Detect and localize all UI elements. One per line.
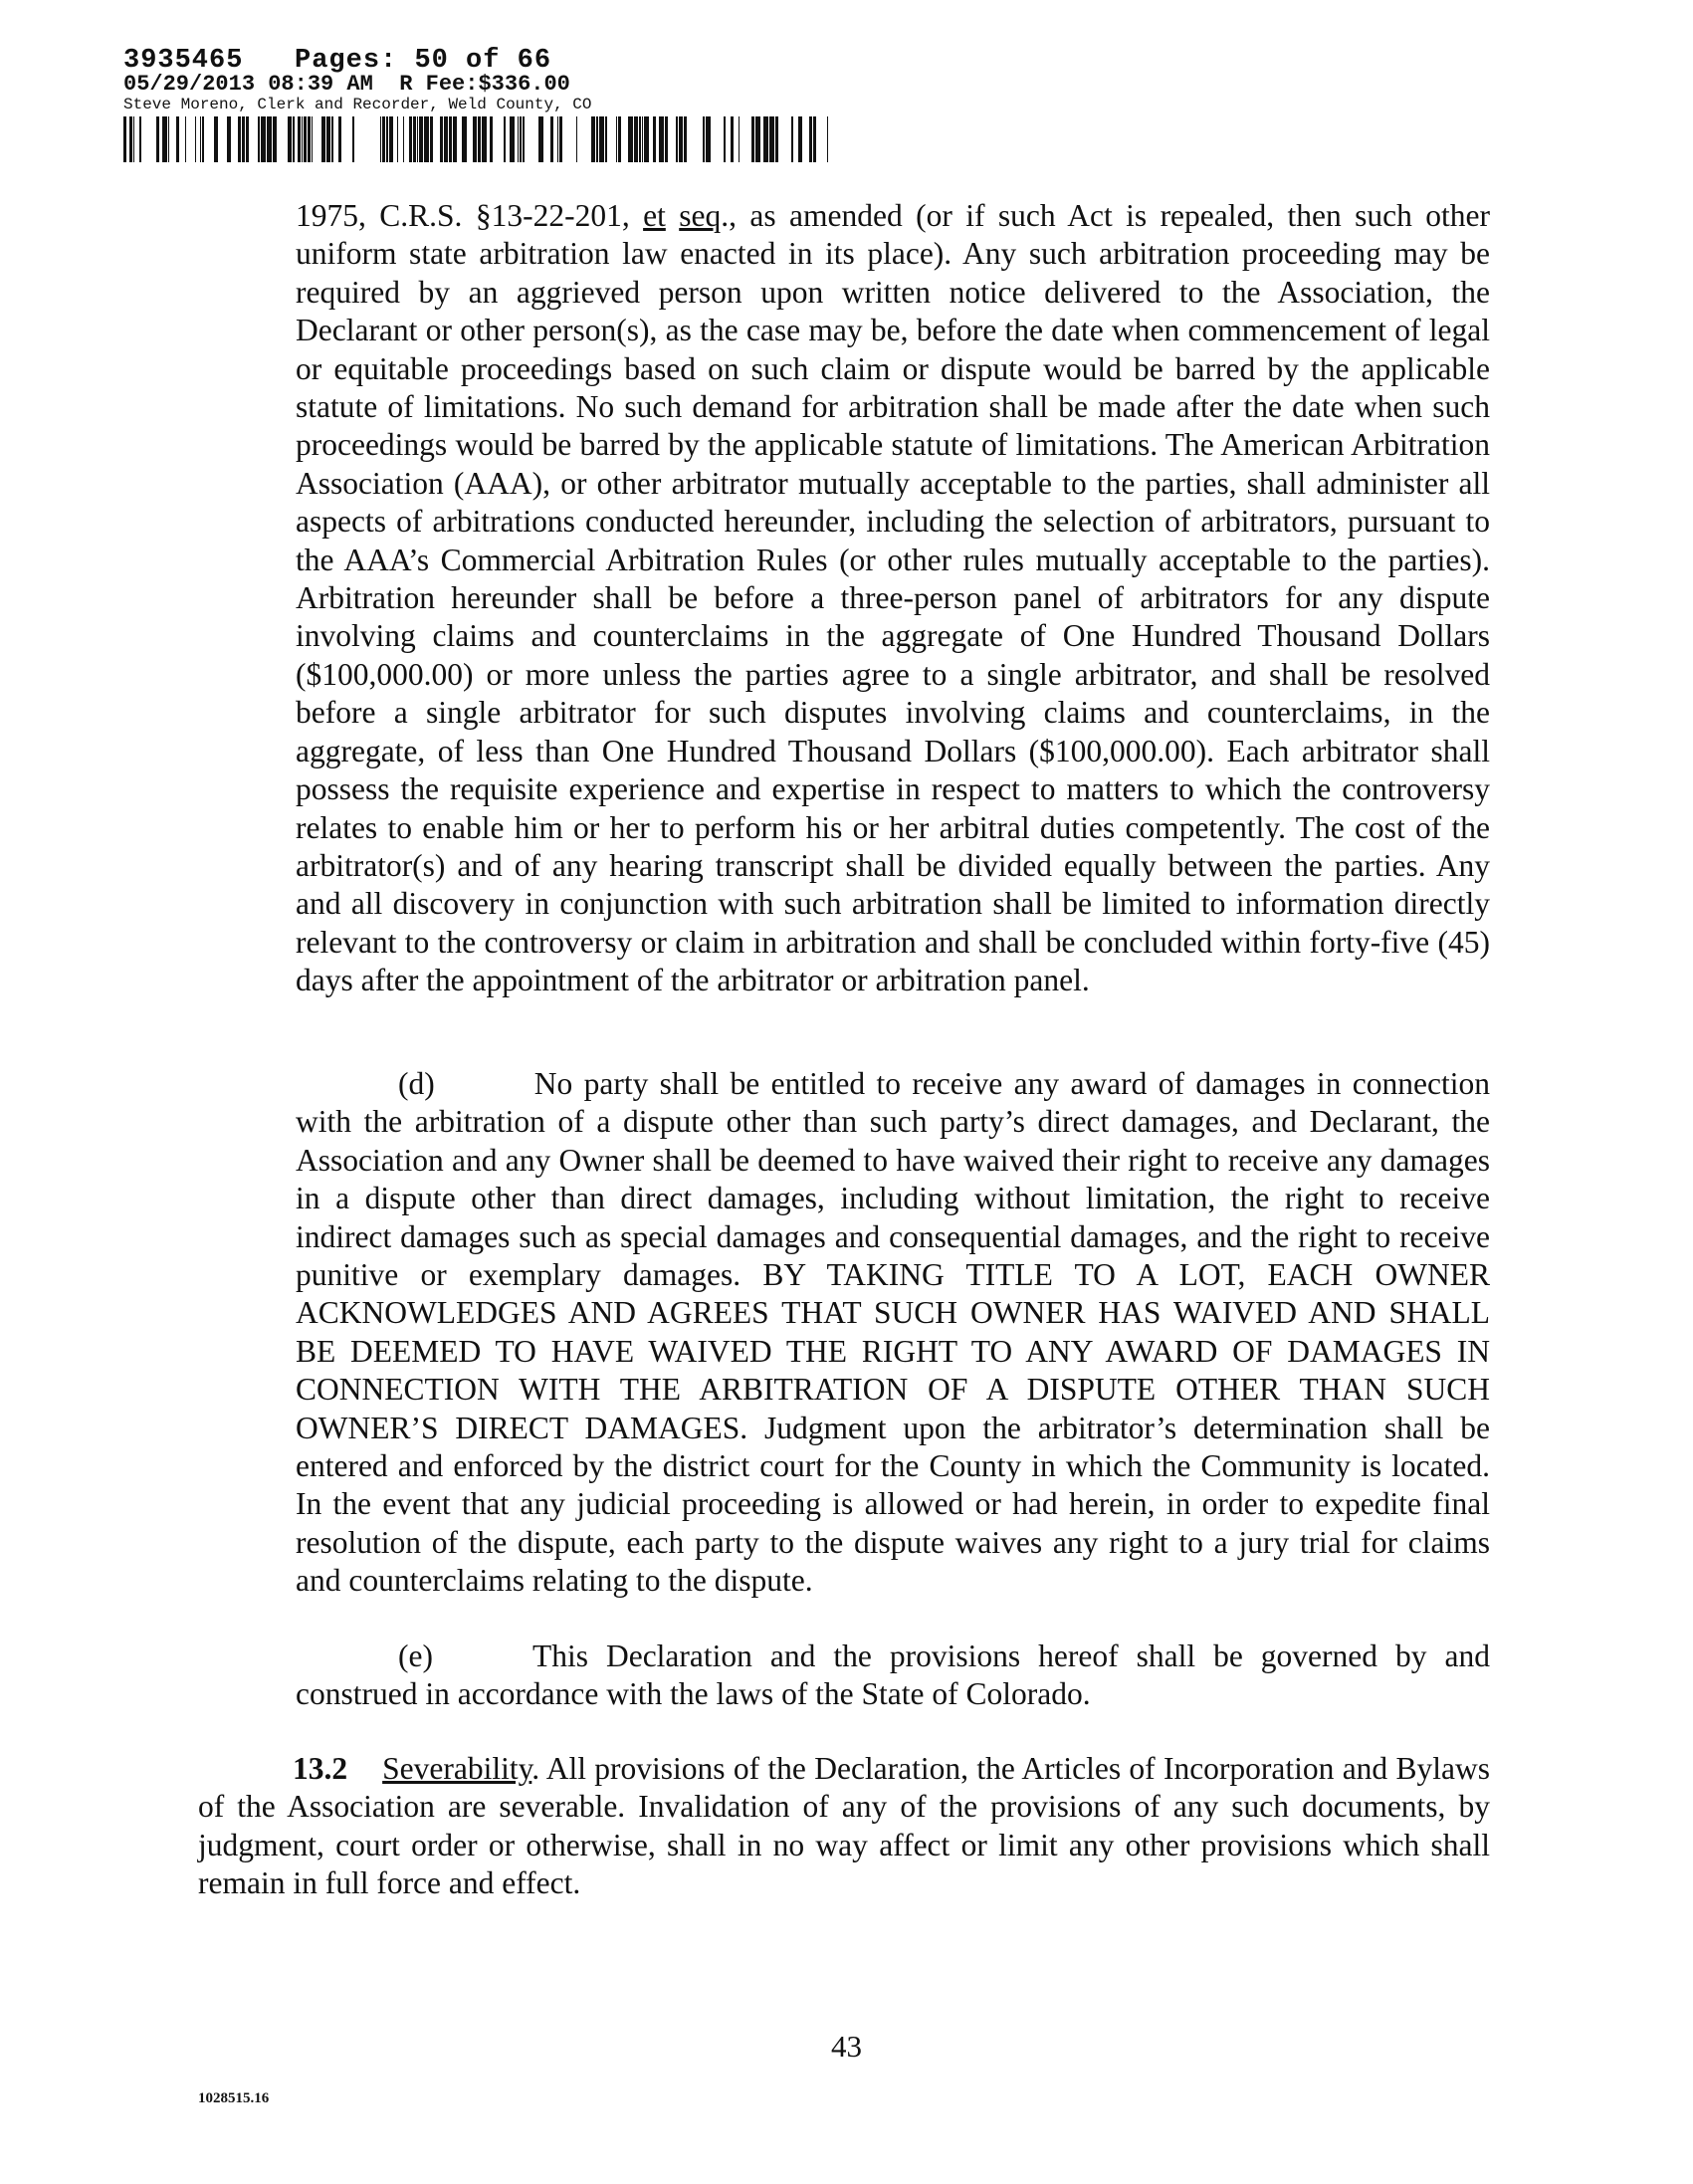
barcode-bar	[202, 116, 204, 162]
barcode-bar	[133, 116, 134, 162]
barcode-bar	[331, 116, 333, 162]
barcode-bar	[538, 116, 543, 162]
barcode-bar	[751, 116, 754, 162]
barcode-bar	[246, 116, 249, 162]
barcode-bar	[591, 116, 595, 162]
barcode-bar	[338, 116, 341, 162]
barcode-bar	[482, 116, 487, 162]
barcode-bar	[449, 116, 452, 162]
barcode-bar	[242, 116, 245, 162]
barcode-bar	[763, 116, 768, 162]
barcode-bar	[185, 116, 186, 162]
barcode-bar	[676, 116, 678, 162]
barcode-bar	[478, 116, 481, 162]
barcode-bar	[755, 116, 760, 162]
barcode-bar	[679, 116, 683, 162]
recording-number-pages: 3935465 Pages: 50 of 66	[123, 46, 552, 76]
barcode-bar	[302, 116, 303, 162]
barcode-bar	[605, 116, 607, 162]
text-space	[666, 198, 679, 233]
barcode-bar	[616, 116, 617, 162]
document-id: 1028515.16	[198, 2090, 270, 2106]
barcode-bar	[490, 116, 493, 162]
barcode-bar	[557, 116, 558, 162]
clause-d-text: No party shall be entitled to receive any award of damages in connection with the arbitration of a dispute other than such party’s direct damages, and Declarant, the Association and any Owner shall be deemed to have waived their right to receive any damages in a dispute other than direct damages, including without limitation, the right to receive indirect damages such as special damages and consequential damages, and the right to receive punitive or exemplary damages. BY TAKING TITLE TO A LOT, EACH OWNER ACKNOWLEDGES AND AGREES THAT SUCH OWNER HAS WAIVED AND SHALL BE DEEMED TO HAVE WAIVED THE RIGHT TO ANY AWARD OF DAMAGES IN CONNECTION WITH THE ARBITRATION OF A DISPUTE OTHER THAN SUCH OWNER’S DIRECT DAMAGES. Judgment upon the arbitrator’s determination shall be entered and enforced by the district court for the County in which the Community is located. In the event that any judicial proceeding is allowed or had herein, in order to expedite final resolution of the dispute, each party to the dispute waives any right to a jury trial for claims and counterclaims relating to the dispute.	[296, 1066, 1490, 1599]
barcode-bar	[176, 116, 179, 162]
barcode-bar	[618, 116, 621, 162]
barcode-bar	[634, 116, 638, 162]
paragraph-e	[296, 1638, 1490, 1714]
barcode-bar	[304, 116, 307, 162]
barcode-bar	[397, 116, 398, 162]
barcode-bar	[424, 116, 429, 162]
barcode-bar	[386, 116, 388, 162]
barcode-bar	[293, 116, 295, 162]
paragraph-d	[296, 1065, 1490, 1601]
barcode-bar	[298, 116, 301, 162]
barcode-bar	[214, 116, 218, 162]
barcode-bar	[156, 116, 159, 162]
barcode-bar	[129, 116, 132, 162]
recording-stamp	[123, 48, 591, 113]
barcode-bar	[550, 116, 553, 162]
clause-label-d: (d)	[398, 1066, 435, 1101]
barcode-bar	[389, 116, 393, 162]
barcode-bar	[195, 116, 196, 162]
barcode-bar	[312, 116, 313, 162]
barcode-bar	[827, 116, 828, 162]
barcode-bar	[200, 116, 201, 162]
barcode-bar	[440, 116, 443, 162]
barcode-bar	[639, 116, 641, 162]
barcode-bar	[559, 116, 562, 162]
barcode-bar	[380, 116, 381, 162]
barcode-bar	[644, 116, 649, 162]
barcode-bar	[813, 116, 816, 162]
barcode-bar	[739, 116, 740, 162]
barcode-bar	[308, 116, 311, 162]
section-13-2	[198, 1750, 1490, 1903]
barcode-bar	[273, 116, 277, 162]
barcode-bar	[665, 116, 668, 162]
text: 1975, C.R.S. §13-22-201,	[296, 198, 644, 233]
barcode-bar	[724, 116, 726, 162]
barcode-bar	[791, 116, 793, 162]
barcode-bar	[162, 116, 167, 162]
barcode-bar	[238, 116, 241, 162]
barcode-bar	[227, 116, 231, 162]
barcode-bar	[444, 116, 448, 162]
barcode-bar	[123, 116, 126, 162]
barcode-bar	[352, 116, 354, 162]
barcode-bar	[403, 116, 404, 162]
barcode-bar	[453, 116, 457, 162]
barcode-bar	[706, 116, 711, 162]
barcode-bar	[267, 116, 272, 162]
paragraph-arbitration-continued	[296, 197, 1490, 1000]
barcode-bar	[703, 116, 705, 162]
barcode-bar	[769, 116, 774, 162]
recording-date-fee: 05/29/2013 08:39 AM R Fee:$336.00	[123, 72, 570, 97]
barcode-bar	[382, 116, 385, 162]
barcode-bar	[599, 116, 604, 162]
barcode-bar	[518, 116, 519, 162]
recording-clerk: Steve Moreno, Clerk and Recorder, Weld County, CO	[123, 96, 592, 113]
barcode-bar	[261, 116, 266, 162]
barcode-bar	[168, 116, 169, 162]
section-number: 13.2	[293, 1751, 348, 1786]
barcode-bar	[576, 116, 577, 162]
clause-e-text: This Declaration and the provisions hereof shall be governed by and construed in accordance with the laws of the State of Colorado.	[296, 1638, 1490, 1712]
barcode-bar	[419, 116, 423, 162]
clause-label-e: (e)	[398, 1638, 433, 1673]
text: ., as amended (or if such Act is repealed, then such other uniform state arbitration law enacted in its place). Any such arbitration proceeding may be required by an aggrieved person upon written notice delivered to the Association, the Declarant or other person(s), as the case may be, before the date when commencement of legal or equitable proceedings based on such claim or dispute would be barred by the applicable statute of limitations. No such demand for arbitration shall be made after the date when such proceedings would be barred by the applicable statute of limitations. The American Arbitration Association (AAA), or other arbitrator mutually acceptable to the parties, shall administer all aspects of arbitrations conducted hereunder, including the selection of arbitrators, pursuant to the AAA’s Commercial Arbitration Rules (or other rules mutually acceptable to the parties). Arbitration hereunder shall be before a three-person panel of arbitrators for any dispute involving claims and counterclaims in the aggregate of One Hundred Thousand Dollars ($100,000.00) or more unless the parties agree to a single arbitrator, and shall be resolved before a single arbitrator for such disputes involving claims and counterclaims, in the aggregate, of less than One Hundred Thousand Dollars ($100,000.00). Each arbitrator shall possess the requisite experience and expertise in respect to matters to which the controversy relates to enable him or her to perform his or her arbitral duties competently. The cost of the arbitrator(s) and of any hearing transcript shall be divided equally between the parties. Any and all discovery in conjunction with such arbitration shall be limited to information directly relevant to the controversy or claim in arbitration and shall be concluded within forty-five (45) days after the appointment of the arbitrator or arbitration panel.	[296, 198, 1490, 998]
barcode-bar	[473, 116, 477, 162]
barcode-bar	[596, 116, 598, 162]
barcode-bar	[430, 116, 433, 162]
barcode-bar	[409, 116, 412, 162]
text-seq: seq	[679, 198, 722, 233]
section-heading: Severability	[382, 1751, 532, 1786]
barcode-bar	[798, 116, 802, 162]
barcode-bar	[288, 116, 292, 162]
barcode-bar	[139, 116, 141, 162]
barcode-bar	[520, 116, 522, 162]
text-et: et	[643, 198, 666, 233]
barcode-bar	[510, 116, 515, 162]
barcode-bar	[731, 116, 734, 162]
barcode-bar	[659, 116, 664, 162]
barcode-bar	[775, 116, 778, 162]
barcode-bar	[653, 116, 656, 162]
barcode-bar	[504, 116, 506, 162]
barcode-bar	[417, 116, 418, 162]
barcode-bar	[809, 116, 812, 162]
section-text: . All provisions of the Declaration, the Articles of Incorporation and Bylaws of the Association are severable. Invalidation of any of the provisions of any such documents, by judgment, court order or otherwise, shall in no way affect or limit any other provisions which shall remain in full force and effect.	[198, 1751, 1490, 1901]
recording-barcode	[123, 116, 828, 162]
barcode-bar	[326, 116, 330, 162]
barcode-bar	[642, 116, 643, 162]
barcode-bar	[523, 116, 525, 162]
barcode-bar	[413, 116, 416, 162]
barcode-bar	[684, 116, 687, 162]
barcode-bar	[462, 116, 467, 162]
barcode-bar	[321, 116, 325, 162]
page-number: 43	[831, 2029, 862, 2064]
barcode-bar	[258, 116, 260, 162]
barcode-bar	[628, 116, 633, 162]
